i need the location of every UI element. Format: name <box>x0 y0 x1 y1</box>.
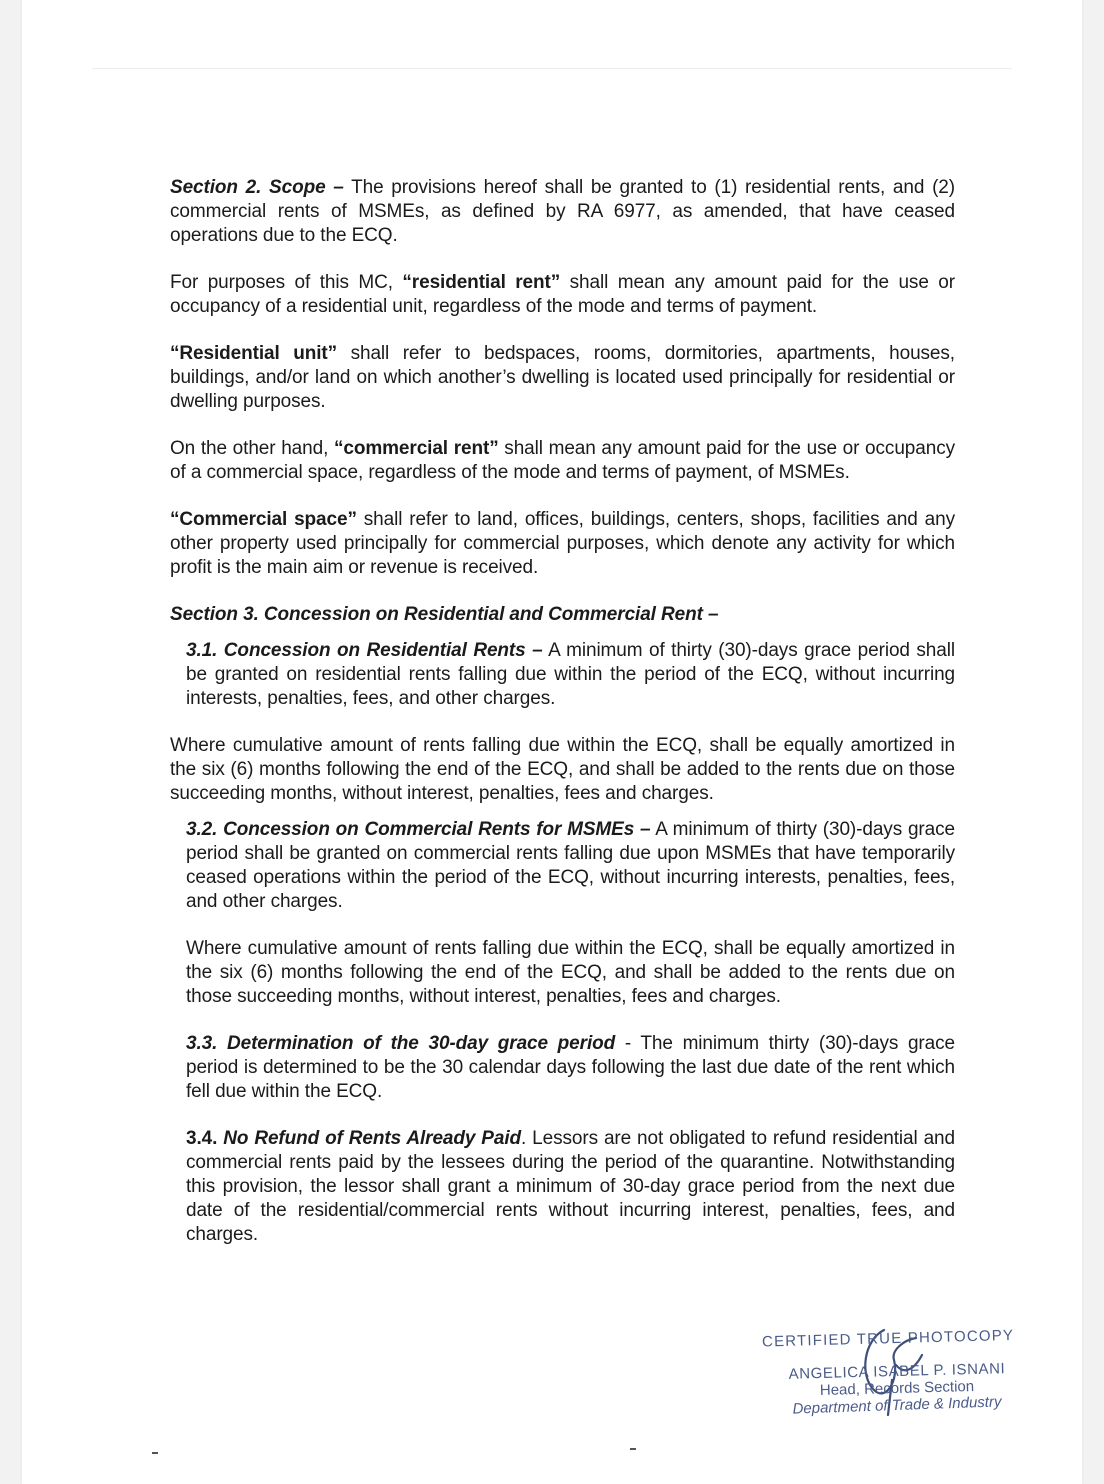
definition-intro: For purposes of this MC, <box>170 272 403 293</box>
residential-unit-definition <box>170 342 955 414</box>
document-page <box>22 0 1082 1484</box>
subsection-3-4-text: . Lessors are not obligated to refund residential and commercial rents paid by the lessees during the period of the quarantine. Notwithstanding this provision, the lessor shall grant a minimum of 30-day grace period from the next due date of the residential/commercial rents without incurring interest, penalties, fees, and charges. <box>186 1128 955 1245</box>
subsection-3-3-text: - The minimum thirty (30)-days grace period is determined to be the 30 calendar days following the last due date of the rent which fell due within the ECQ. <box>186 1033 955 1102</box>
subsection-3-4-heading: No Refund of Rents Already Paid <box>217 1128 522 1149</box>
section-2-paragraph <box>170 176 955 248</box>
definition-text: shall mean any amount paid for the use or occupancy of a residential unit, regardless of the mode and terms of payment. <box>170 272 955 317</box>
corner-mark-left <box>152 1452 158 1454</box>
document-body <box>170 176 955 1270</box>
section-3-heading: Section 3. Concession on Residential and Commercial Rent – <box>170 604 719 625</box>
subsection-3-2-text: A minimum of thirty (30)-days grace period shall be granted on commercial rents falling due upon MSMEs that have temporarily ceased operations within the period of the ECQ, without incurring interests, penalties, fees, and other charges. <box>186 819 955 912</box>
subsection-3-2-amortization: Where cumulative amount of rents falling due within the ECQ, shall be equally amortized in the six (6) months following the end of the ECQ, and shall be added to the rents due on those succeeding months, without interest, penalties, fees and charges. <box>186 938 955 1007</box>
commercial-space-definition <box>170 508 955 580</box>
stamp-officer-title: Head, Records Section <box>819 1377 975 1400</box>
subsection-3-4 <box>170 1127 955 1247</box>
subsection-3-2-heading: 3.2. Concession on Commercial Rents for MSMEs – <box>186 819 651 840</box>
defined-term: “Commercial space” <box>170 509 357 530</box>
definition-text: shall refer to land, offices, buildings, centers, shops, facilities and any other property used principally for commercial purposes, which denote any activity for which profit is the main aim or revenue is received. <box>170 509 955 578</box>
subsection-3-1-text: A minimum of thirty (30)-days grace period shall be granted on residential rents falling due within the period of the ECQ, without incurring interests, penalties, fees, and other charges. <box>186 640 955 709</box>
subsection-3-2 <box>170 818 955 914</box>
subsection-3-1-heading: 3.1. Concession on Residential Rents – <box>186 640 543 661</box>
stamp-officer-name: ANGELICA ISABEL P. ISNANI <box>788 1360 1006 1383</box>
definition-intro: On the other hand, <box>170 438 334 459</box>
subsection-3-1-amortization: Where cumulative amount of rents falling due within the ECQ, shall be equally amortized in the six (6) months following the end of the ECQ, and shall be added to the rents due on those succeeding months, without interest, penalties, fees and charges. <box>170 735 955 804</box>
subsection-3-3 <box>170 1032 955 1104</box>
section-2-text: The provisions hereof shall be granted to (1) residential rents, and (2) commercial rents of MSMEs, as defined by RA 6977, as amended, that have ceased operations due to the ECQ. <box>170 177 955 246</box>
page-header-rule <box>92 68 1012 69</box>
residential-rent-definition <box>170 271 955 319</box>
defined-term: “commercial rent” <box>333 438 499 459</box>
subsection-3-3-heading: 3.3. Determination of the 30-day grace period <box>186 1033 616 1054</box>
stamp-department: Department of Trade & Industry <box>792 1393 1002 1418</box>
defined-term: “residential rent” <box>402 272 561 293</box>
corner-mark-right <box>630 1448 636 1450</box>
section-2-heading: Section 2. Scope – <box>170 177 344 198</box>
certified-true-copy-stamp <box>761 1326 1032 1418</box>
subsection-3-1 <box>170 639 955 711</box>
subsection-3-4-number: 3.4. <box>186 1128 218 1149</box>
definition-text: shall mean any amount paid for the use or occupancy of a commercial space, regardless of the mode and terms of payment, of MSMEs. <box>170 438 955 483</box>
commercial-rent-definition <box>170 437 955 485</box>
stamp-certified-text: CERTIFIED TRUE PHOTOCOPY <box>761 1326 1015 1351</box>
definition-text: shall refer to bedspaces, rooms, dormitories, apartments, houses, buildings, and/or land on which another’s dwelling is located used principally for residential or dwelling purposes. <box>170 343 955 412</box>
defined-term: “Residential unit” <box>170 343 338 364</box>
